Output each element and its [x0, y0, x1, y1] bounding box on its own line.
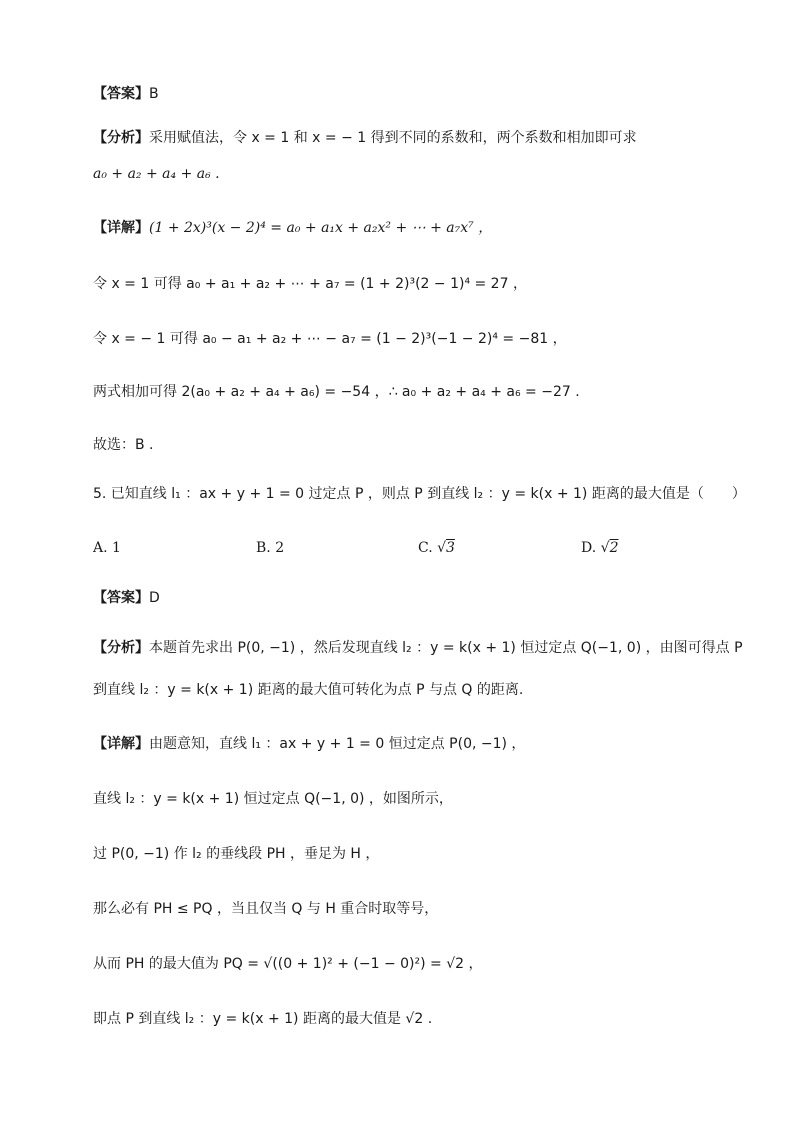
- q5-detail-line-5: 从而 PH 的最大值为 PQ = √((0 + 1)² + (−1 − 0)²) = √2 ，: [93, 956, 483, 972]
- q4-analysis-line-2: a₀ + a₂ + a₄ + a₆ .: [93, 166, 220, 182]
- option-label: A.: [93, 540, 108, 556]
- sqrt-symbol: √3: [437, 540, 455, 556]
- q5-option-b: [256, 538, 284, 558]
- q4-answer: [93, 84, 159, 104]
- detail-text: (1 + 2x)³(x − 2)⁴ = a₀ + a₁x + a₂x² + ⋯ + a₇x⁷ ，: [149, 220, 493, 236]
- option-label: B.: [256, 540, 271, 556]
- q5-detail-line-3: 过 P(0, −1) 作 l₂ 的垂线段 PH ，垂足为 H ，: [93, 846, 380, 862]
- detail-label: 【详解】: [93, 736, 149, 752]
- answer-label: 【答案】: [93, 86, 149, 102]
- q5-analysis-line-2: 到直线 l₂ ：y = k(x + 1) 距离的最大值可转化为点 P 与点 Q 的距离.: [93, 682, 524, 698]
- q5-option-d: [581, 538, 618, 558]
- q5-detail-line-1: [93, 734, 525, 754]
- q4-detail-line-4: 两式相加可得 2(a₀ + a₂ + a₄ + a₆) = −54 ，∴ a₀ + a₂ + a₄ + a₆ = −27 .: [93, 384, 580, 400]
- answer-label: 【答案】: [93, 590, 149, 606]
- q5-analysis-line-1: [93, 638, 743, 658]
- q5-stem: 5. 已知直线 l₁ ：ax + y + 1 = 0 过定点 P ，则点 P 到直线 l₂ ：y = k(x + 1) 距离的最大值是（ ）: [93, 486, 746, 502]
- analysis-text: 采用赋值法，令 x = 1 和 x = − 1 得到不同的系数和，两个系数和相加即可求: [149, 130, 637, 146]
- detail-text: 由题意知，直线 l₁ ：ax + y + 1 = 0 恒过定点 P(0, −1) ，: [149, 736, 526, 752]
- q5-detail-line-4: 那么必有 PH ≤ PQ ，当且仅当 Q 与 H 重合时取等号，: [93, 901, 439, 917]
- sqrt-symbol: √2: [600, 540, 619, 556]
- option-value: 2: [275, 540, 285, 556]
- answer-value: D: [149, 590, 160, 606]
- analysis-label: 【分析】: [93, 640, 149, 656]
- option-label: C.: [418, 540, 433, 556]
- q4-choose: 故选：B .: [93, 437, 154, 453]
- q5-option-a: [93, 538, 121, 558]
- q5-detail-line-2: 直线 l₂ ：y = k(x + 1) 恒过定点 Q(−1, 0) ，如图所示，: [93, 791, 453, 807]
- option-value: 1: [112, 540, 121, 556]
- q4-detail-line-3: 令 x = − 1 可得 a₀ − a₁ + a₂ + ⋯ − a₇ = (1 − 2)³(−1 − 2)⁴ = −81 ，: [93, 331, 567, 347]
- answer-value: B: [149, 86, 159, 102]
- q5-option-c: [418, 538, 455, 558]
- q4-detail-line-1: [93, 218, 492, 238]
- q5-answer: [93, 588, 160, 608]
- detail-label: 【详解】: [93, 220, 149, 236]
- q4-analysis-line-1: [93, 128, 637, 148]
- q5-detail-line-6: 即点 P 到直线 l₂ ：y = k(x + 1) 距离的最大值是 √2 .: [93, 1011, 433, 1027]
- q4-detail-line-2: 令 x = 1 可得 a₀ + a₁ + a₂ + ⋯ + a₇ = (1 + 2)³(2 − 1)⁴ = 27 ，: [93, 276, 527, 292]
- analysis-text: 本题首先求出 P(0, −1) ，然后发现直线 l₂ ：y = k(x + 1) 恒过定点 Q(−1, 0) ，由图可得点 P: [149, 640, 743, 656]
- option-value: 2: [609, 540, 619, 556]
- option-value: 3: [446, 540, 455, 556]
- option-label: D.: [581, 540, 597, 556]
- analysis-label: 【分析】: [93, 130, 149, 146]
